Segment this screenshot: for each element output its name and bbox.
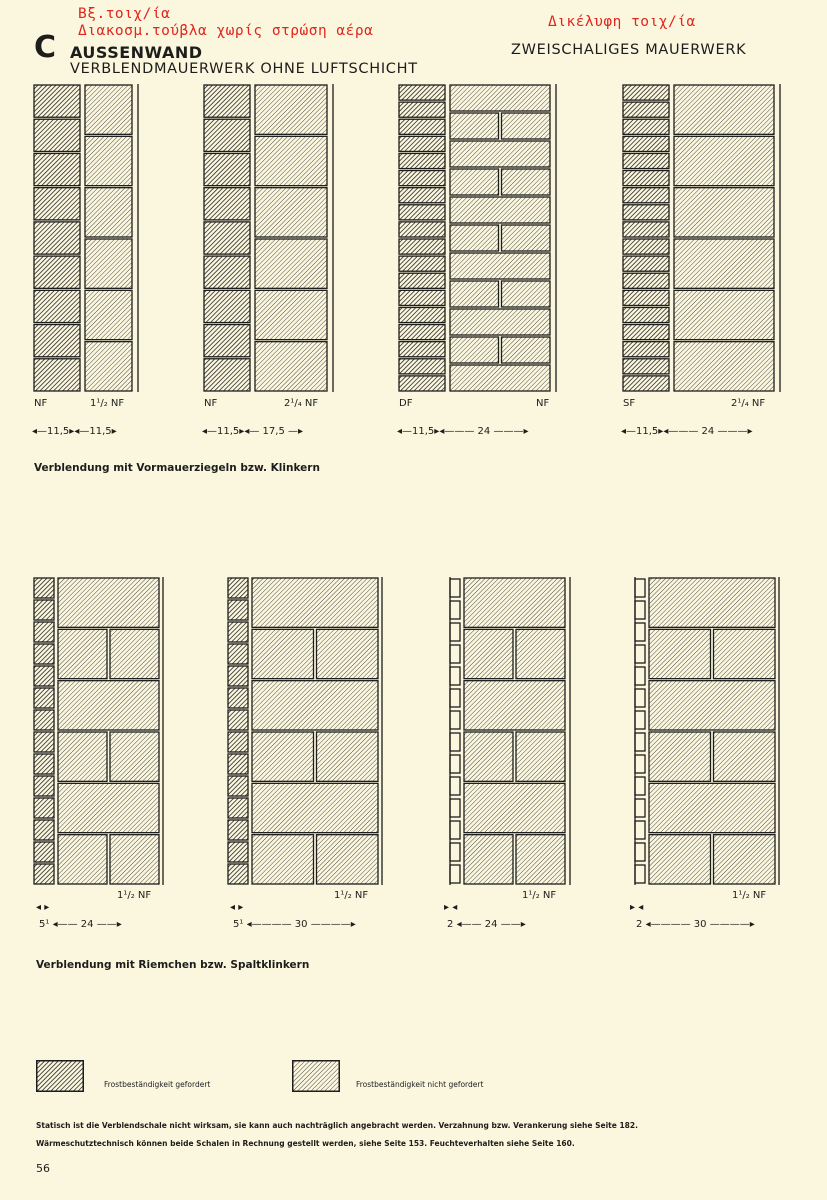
brick (623, 171, 669, 186)
brick (85, 342, 132, 391)
riemchen-tile (450, 799, 460, 817)
brick (450, 225, 499, 251)
brick (228, 578, 248, 598)
top3-dim-line: ◂—11,5▸◂——— 24 ———▸ (397, 426, 529, 437)
brick (464, 629, 513, 678)
riemchen-tile (450, 777, 460, 795)
brick (228, 864, 248, 884)
wall-diagram-top-2 (204, 84, 334, 394)
brick (623, 273, 669, 288)
riemchen-tile (450, 843, 460, 861)
brick (34, 666, 54, 686)
footer-line1: Statisch ist die Verblendschale nicht wirksam, sie kann auch nachträglich angebracht werden. Verzahnung bzw. Verankerung siehe Seite 182. (36, 1121, 638, 1130)
brick (674, 188, 774, 237)
brick (252, 783, 378, 832)
brick (399, 290, 445, 305)
brick (623, 153, 669, 168)
bottom2-right-label: 1¹/₂ NF (334, 890, 369, 901)
brick (623, 376, 669, 391)
annotation-left-line2: Διακοσμ.τούβλα χωρίς στρώση αέρα (78, 23, 374, 39)
brick (252, 578, 378, 627)
brick (714, 629, 776, 678)
brick (450, 141, 550, 167)
arrow-right-icon: ▸ (69, 426, 75, 437)
wall-diagram-top-4 (623, 84, 783, 394)
top-caption: Verblendung mit Vormauerziegeln bzw. Klinkern (34, 462, 320, 474)
bottom4-dim-line: 2 ◂———— 30 ————▸ (636, 919, 755, 930)
brick (399, 325, 445, 340)
brick (399, 188, 445, 203)
bottom2-dim-line: 5¹ ◂———— 30 ————▸ (233, 919, 356, 930)
wall-diagram-top-1 (34, 84, 144, 394)
brick (649, 578, 775, 627)
top3-left-label: DF (399, 398, 413, 409)
riemchen-tile (635, 623, 645, 641)
brick (252, 681, 378, 730)
brick (649, 783, 775, 832)
brick (714, 835, 776, 884)
brick (110, 732, 159, 781)
brick (204, 290, 250, 322)
brick (623, 290, 669, 305)
brick (255, 136, 327, 185)
brick (255, 342, 327, 391)
brick (674, 239, 774, 288)
riemchen-tile (450, 623, 460, 641)
wall-diagram-top-3 (399, 84, 559, 394)
brick (623, 325, 669, 340)
brick (204, 222, 250, 254)
brick (516, 732, 565, 781)
brick (649, 732, 711, 781)
riemchen-tile (635, 821, 645, 839)
brick (317, 835, 379, 884)
wall-diagram-bottom-1 (34, 577, 164, 887)
brick (399, 136, 445, 151)
top2-dim-line: ◂—11,5▸◂— 17,5 —▸ (202, 426, 304, 437)
brick (649, 835, 711, 884)
brick (228, 798, 248, 818)
brick (110, 629, 159, 678)
brick (674, 85, 774, 134)
brick (228, 842, 248, 862)
brick (399, 239, 445, 254)
brick (450, 281, 499, 307)
brick (58, 629, 107, 678)
bottom3-right-label: 1¹/₂ NF (522, 890, 557, 901)
brick (58, 732, 107, 781)
riemchen-tile (450, 865, 460, 883)
brick (252, 732, 314, 781)
brick (623, 256, 669, 271)
legend-swatch-dense (36, 1060, 84, 1092)
riemchen-tile (635, 601, 645, 619)
riemchen-tile (635, 645, 645, 663)
brick (228, 666, 248, 686)
legend-swatch-light (292, 1060, 340, 1092)
bottom3-dim-line: 2 ◂—— 24 ——▸ (447, 919, 526, 930)
riemchen-tile (635, 733, 645, 751)
brick (317, 732, 379, 781)
brick (450, 113, 499, 139)
brick (58, 681, 159, 730)
brick (85, 188, 132, 237)
brick (252, 835, 314, 884)
brick (623, 222, 669, 237)
brick (623, 188, 669, 203)
bottom2-ticks: ◂ ▸ (230, 902, 244, 913)
brick (714, 732, 776, 781)
brick (34, 600, 54, 620)
brick (204, 256, 250, 288)
riemchen-tile (450, 689, 460, 707)
riemchen-tile (635, 689, 645, 707)
bottom-caption: Verblendung mit Riemchen bzw. Spaltklinkern (36, 959, 310, 971)
arrow-left-icon: ◂ (32, 426, 38, 437)
brick (623, 85, 669, 100)
brick (204, 85, 250, 117)
page-subtitle: VERBLENDMAUERWERK OHNE LUFTSCHICHT (70, 61, 418, 77)
riemchen-tile (450, 645, 460, 663)
riemchen-tile (635, 799, 645, 817)
brick (399, 102, 445, 117)
wall-diagram-bottom-4 (635, 577, 780, 887)
brick (502, 113, 551, 139)
brick (649, 629, 711, 678)
brick (502, 337, 551, 363)
riemchen-tile (450, 755, 460, 773)
brick (34, 222, 80, 254)
riemchen-tile (635, 777, 645, 795)
brick (204, 359, 250, 391)
brick (34, 622, 54, 642)
brick (255, 290, 327, 339)
brick (34, 290, 80, 322)
bottom3-ticks: ▸ ◂ (444, 902, 458, 913)
brick (450, 253, 550, 279)
brick (85, 290, 132, 339)
brick (399, 85, 445, 100)
riemchen-tile (635, 579, 645, 597)
brick (252, 629, 314, 678)
bottom1-ticks: ◂ ▸ (36, 902, 50, 913)
top4-dim-line: ◂—11,5▸◂——— 24 ———▸ (621, 426, 753, 437)
brick (34, 188, 80, 220)
riemchen-tile (450, 601, 460, 619)
brick (228, 710, 248, 730)
riemchen-tile (450, 579, 460, 597)
brick (623, 239, 669, 254)
brick (450, 169, 499, 195)
top1-left-label: NF (34, 398, 48, 409)
brick (34, 820, 54, 840)
brick (674, 342, 774, 391)
riemchen-tile (450, 711, 460, 729)
brick (34, 710, 54, 730)
brick (34, 754, 54, 774)
brick (623, 359, 669, 374)
brick (34, 842, 54, 862)
brick (255, 188, 327, 237)
brick (85, 239, 132, 288)
brick (34, 644, 54, 664)
brick (450, 365, 550, 391)
brick (85, 85, 132, 134)
brick (623, 205, 669, 220)
annotation-left-line1: Βξ.τοιχ/ία (78, 6, 171, 22)
riemchen-tile (450, 667, 460, 685)
brick (623, 342, 669, 357)
brick (110, 835, 159, 884)
top1-dim-line: ◂—11,5▸◂—11,5▸ (32, 426, 117, 437)
brick (649, 681, 775, 730)
brick (516, 835, 565, 884)
wall-diagram-bottom-3 (450, 577, 572, 887)
riemchen-tile (635, 711, 645, 729)
brick (34, 85, 80, 117)
bottom1-right-label: 1¹/₂ NF (117, 890, 152, 901)
brick (34, 325, 80, 357)
brick (516, 629, 565, 678)
top3-right-label: NF (536, 398, 550, 409)
brick (502, 169, 551, 195)
riemchen-tile (635, 843, 645, 861)
brick (34, 359, 80, 391)
legend-dense-label: Frostbeständigkeit gefordert (104, 1080, 211, 1089)
brick (34, 578, 54, 598)
page-title: AUSSENWAND (70, 43, 203, 62)
brick (623, 136, 669, 151)
brick (34, 776, 54, 796)
top2-left-label: NF (204, 398, 218, 409)
brick (399, 153, 445, 168)
brick (58, 783, 159, 832)
brick (623, 307, 669, 322)
riemchen-tile (450, 821, 460, 839)
brick (85, 136, 132, 185)
brick (502, 281, 551, 307)
brick (399, 171, 445, 186)
brick (674, 136, 774, 185)
brick (58, 578, 159, 627)
brick (464, 835, 513, 884)
brick (399, 119, 445, 134)
brick (674, 290, 774, 339)
brick (204, 153, 250, 185)
riemchen-tile (635, 755, 645, 773)
top4-left-label: SF (623, 398, 636, 409)
brick (464, 732, 513, 781)
bottom4-ticks: ▸ ◂ (630, 902, 644, 913)
top2-right-label: 2¹/₄ NF (284, 398, 319, 409)
annotation-right: Δικέλυφη τοιχ/ία (548, 14, 696, 30)
brick (399, 256, 445, 271)
riemchen-tile (635, 865, 645, 883)
brick (204, 325, 250, 357)
brick (228, 754, 248, 774)
section-letter: C (34, 30, 57, 65)
brick (623, 102, 669, 117)
brick (34, 688, 54, 708)
brick (228, 732, 248, 752)
brick (228, 820, 248, 840)
brick (464, 783, 565, 832)
page-number: 56 (36, 1162, 50, 1175)
footer-line2: Wärmeschutztechnisch können beide Schalen in Rechnung gestellt werden, siehe Seite 153. Feuchteverhalten siehe Seite 160. (36, 1139, 575, 1148)
brick (34, 864, 54, 884)
brick (34, 119, 80, 151)
brick (228, 688, 248, 708)
brick (34, 153, 80, 185)
brick (34, 732, 54, 752)
brick (399, 205, 445, 220)
brick (34, 256, 80, 288)
brick (450, 85, 550, 111)
riemchen-tile (635, 667, 645, 685)
brick (399, 307, 445, 322)
legend-light-label: Frostbeständigkeit nicht gefordert (356, 1080, 484, 1089)
brick (204, 119, 250, 151)
brick (317, 629, 379, 678)
brick (228, 600, 248, 620)
brick (399, 342, 445, 357)
brick (464, 681, 565, 730)
brick (58, 835, 107, 884)
right-title: ZWEISCHALIGES MAUERWERK (511, 42, 747, 58)
brick (228, 776, 248, 796)
brick (450, 309, 550, 335)
riemchen-tile (450, 733, 460, 751)
brick (204, 188, 250, 220)
brick (399, 376, 445, 391)
brick (623, 119, 669, 134)
brick (502, 225, 551, 251)
top4-right-label: 2¹/₄ NF (731, 398, 766, 409)
brick (255, 239, 327, 288)
brick (464, 578, 565, 627)
brick (450, 197, 550, 223)
brick (399, 359, 445, 374)
brick (450, 337, 499, 363)
bottom4-right-label: 1¹/₂ NF (732, 890, 767, 901)
brick (228, 644, 248, 664)
bottom1-dim-line: 5¹ ◂—— 24 ——▸ (39, 919, 122, 930)
wall-diagram-bottom-2 (228, 577, 383, 887)
brick (399, 273, 445, 288)
brick (255, 85, 327, 134)
brick (34, 798, 54, 818)
top1-right-label: 1¹/₂ NF (90, 398, 125, 409)
brick (228, 622, 248, 642)
brick (399, 222, 445, 237)
